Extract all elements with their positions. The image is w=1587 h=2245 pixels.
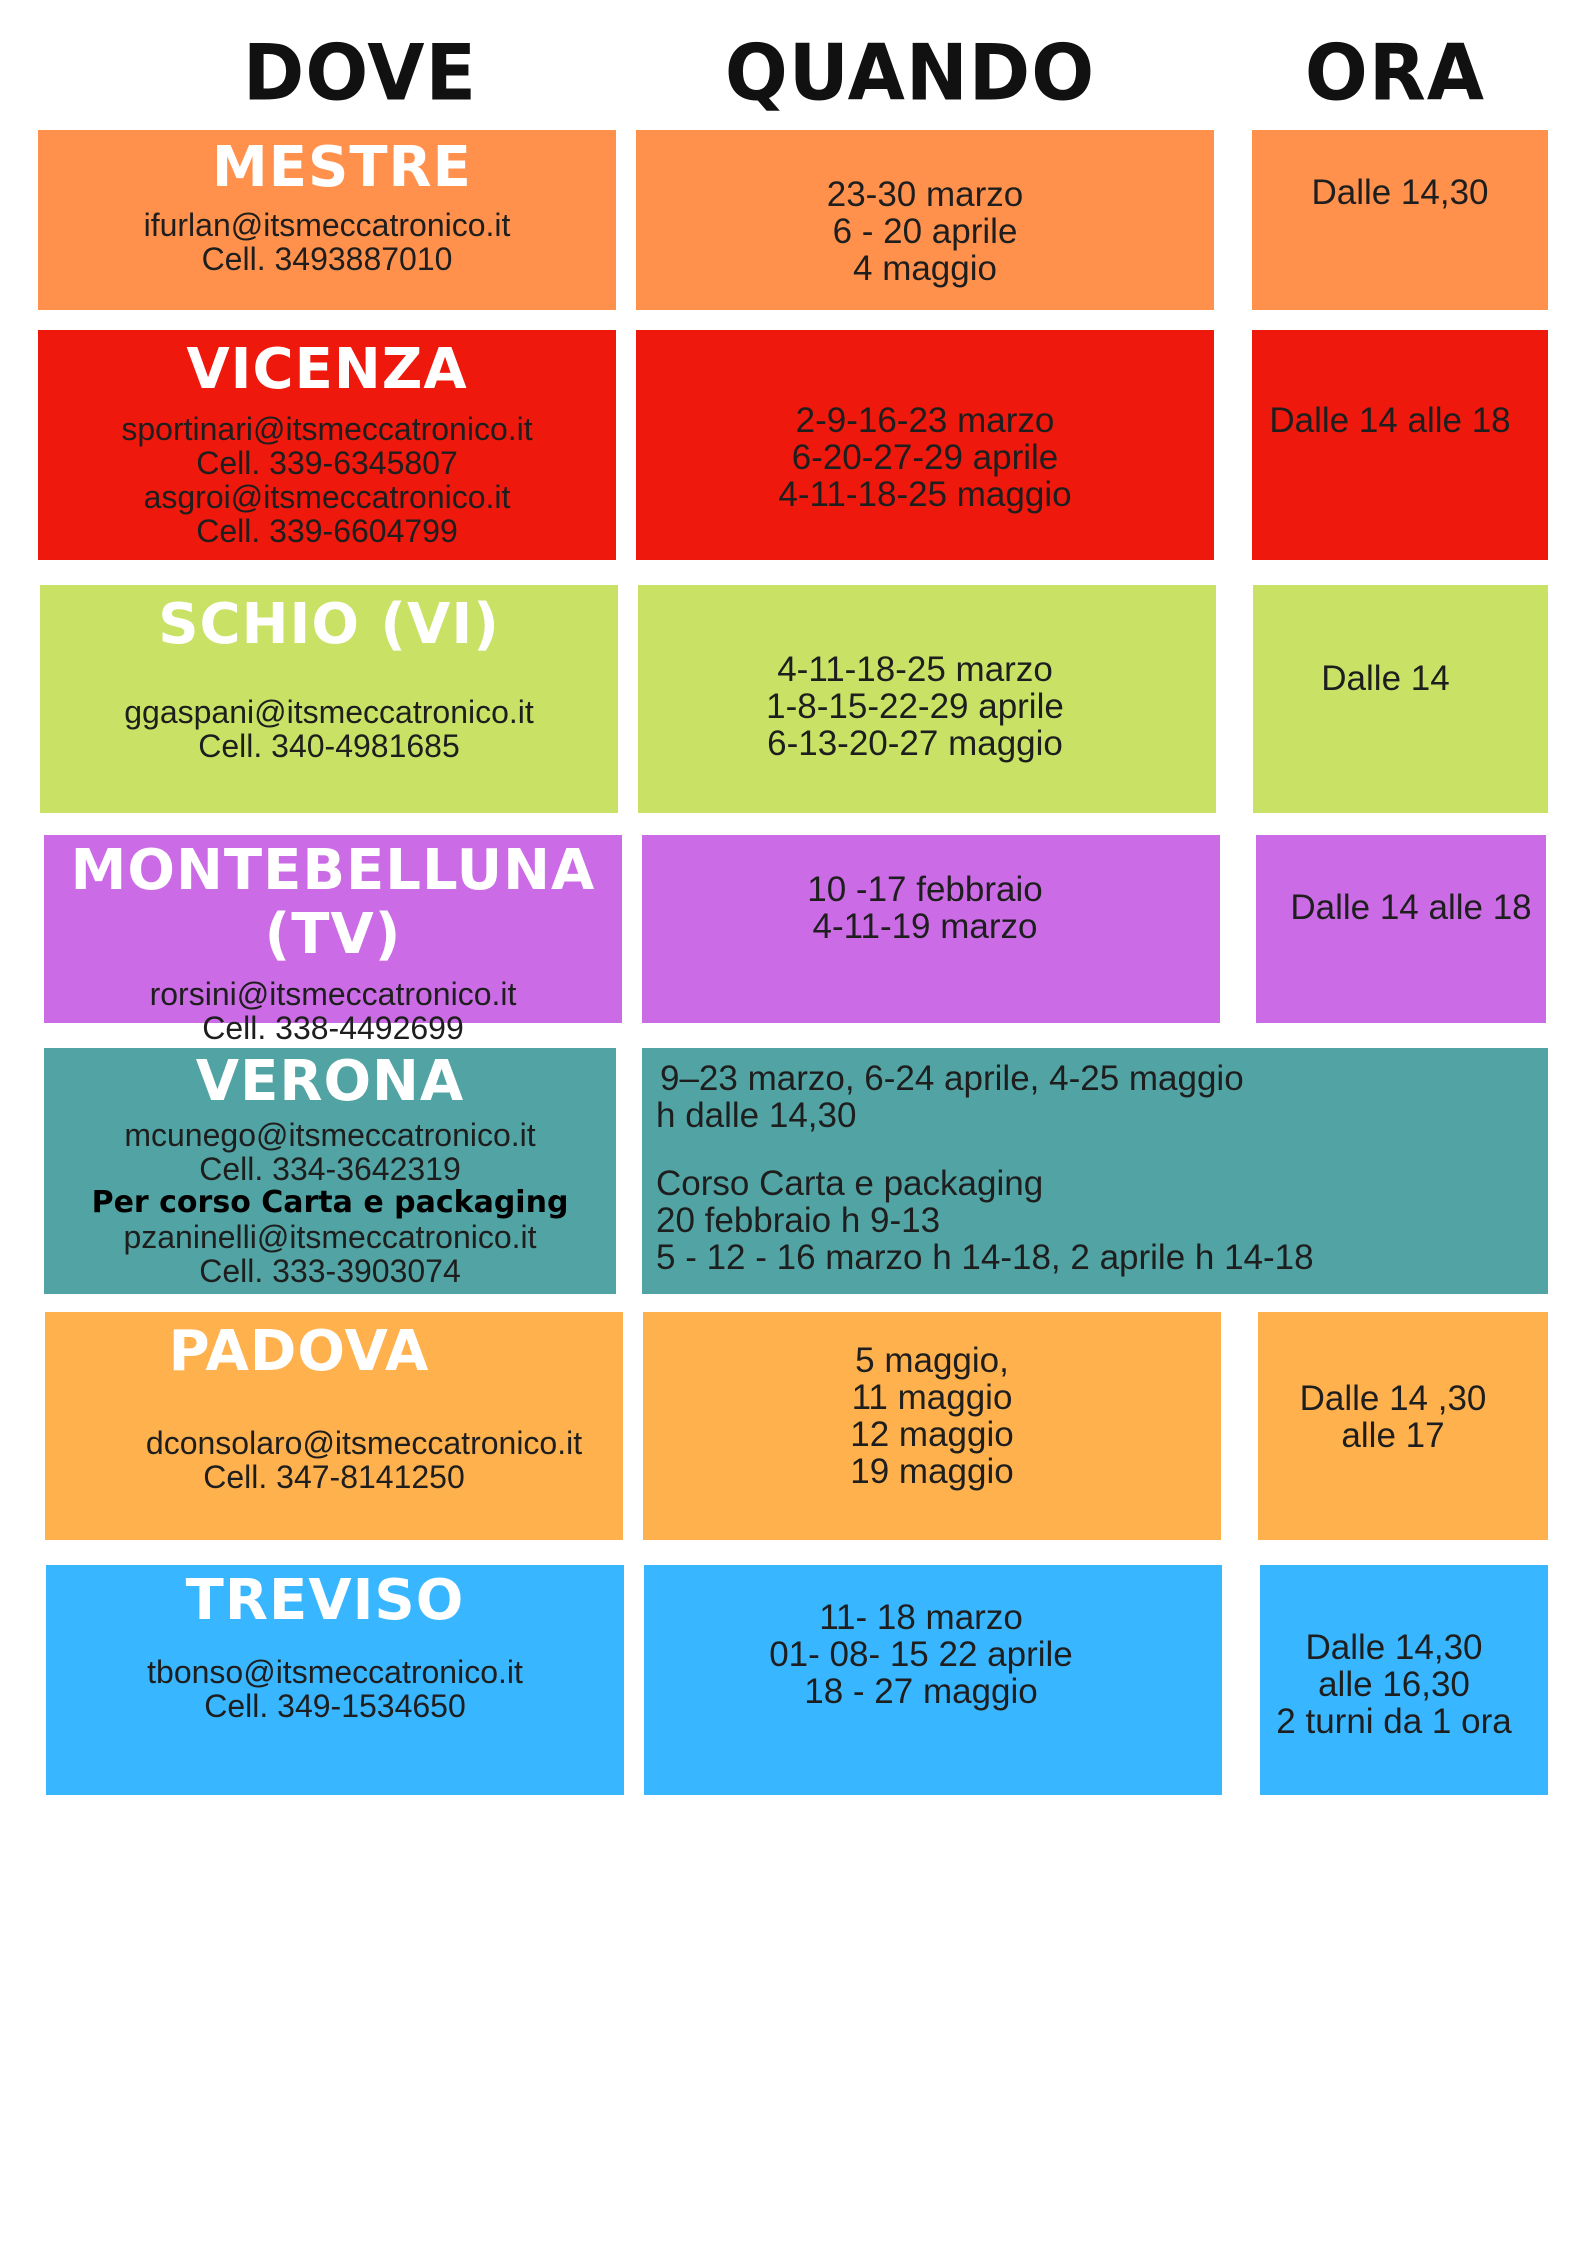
date-line: 4 maggio (853, 249, 997, 288)
location-cell-treviso (46, 1565, 624, 1795)
date-line: 4-11-19 marzo (812, 907, 1038, 946)
time-line: alle 16,30 (1318, 1665, 1470, 1704)
time-cell-treviso (1260, 1565, 1548, 1795)
header-ora: ORA (1304, 27, 1486, 119)
time-cell-montebelluna (1256, 835, 1546, 1023)
dates-cell-vicenza (636, 330, 1214, 560)
email: dconsolaro@itsmeccatronico.it (145, 1425, 583, 1461)
email: pzaninelli@itsmeccatronico.it (123, 1219, 537, 1255)
date-line: 23-30 marzo (826, 175, 1024, 214)
date-line: 5 - 12 - 16 marzo h 14-18, 2 aprile h 14-18 (656, 1238, 1314, 1277)
date-line: 4-11-18-25 marzo (777, 650, 1053, 689)
city-name: SCHIO (VI) (158, 592, 500, 657)
dates-cell-verona (642, 1048, 1548, 1294)
date-line: 1-8-15-22-29 aprile (766, 687, 1064, 726)
dates-cell-mestre (636, 130, 1214, 310)
date-line: 19 maggio (850, 1452, 1014, 1491)
email: sportinari@itsmeccatronico.it (121, 411, 533, 447)
date-line: 4-11-18-25 maggio (778, 475, 1072, 514)
time-line: Dalle 14 ,30 (1299, 1379, 1487, 1418)
date-line: 11 maggio (851, 1378, 1013, 1417)
dates-cell-schio (638, 585, 1216, 813)
city-name: VERONA (195, 1049, 465, 1114)
time-cell-mestre (1252, 130, 1548, 310)
city-name: PADOVA (168, 1319, 430, 1384)
dates-cell-montebelluna (642, 835, 1220, 1023)
phone: Cell. 3493887010 (201, 241, 453, 277)
time-line: Dalle 14,30 (1305, 1628, 1483, 1667)
date-line: Corso Carta e packaging (656, 1164, 1044, 1203)
location-cell-padova (45, 1312, 623, 1540)
date-line: 5 maggio, (855, 1341, 1009, 1380)
phone: Cell. 333-3903074 (199, 1253, 461, 1289)
phone: Cell. 349-1534650 (204, 1688, 466, 1724)
date-line: 12 maggio (850, 1415, 1014, 1454)
time-cell-padova (1258, 1312, 1548, 1540)
date-line: 6-13-20-27 maggio (767, 724, 1063, 763)
phone: Cell. 339-6345807 (196, 445, 458, 481)
date-line-spacer (656, 1134, 1548, 1165)
date-line: 6-20-27-29 aprile (791, 438, 1059, 477)
time-line: 2 turni da 1 ora (1276, 1702, 1512, 1741)
date-line: 10 -17 febbraio (807, 870, 1043, 909)
location-cell-schio (40, 585, 618, 813)
header-quando: QUANDO (724, 27, 1096, 119)
time-cell-schio (1253, 585, 1548, 813)
date-line: 01- 08- 15 22 aprile (769, 1635, 1073, 1674)
email: ggaspani@itsmeccatronico.it (124, 694, 534, 730)
time-line: Dalle 14 (1321, 659, 1450, 698)
email: rorsini@itsmeccatronico.it (149, 976, 517, 1012)
time-line: alle 17 (1341, 1416, 1445, 1455)
phone: Cell. 347-8141250 (203, 1459, 465, 1495)
email: mcunego@itsmeccatronico.it (124, 1117, 536, 1153)
date-line: 9–23 marzo, 6-24 aprile, 4-25 maggio (660, 1059, 1244, 1098)
email: tbonso@itsmeccatronico.it (147, 1654, 523, 1690)
phone: Cell. 338-4492699 (202, 1010, 464, 1046)
date-line: 6 - 20 aprile (832, 212, 1018, 251)
city-name: TREVISO (185, 1568, 465, 1633)
date-line: 11- 18 marzo (819, 1598, 1023, 1637)
date-line: h dalle 14,30 (656, 1096, 857, 1135)
time-line: Dalle 14 alle 18 (1290, 888, 1532, 927)
city-name: MESTRE (212, 135, 472, 200)
email: asgroi@itsmeccatronico.it (143, 479, 511, 515)
location-cell-verona (44, 1048, 616, 1294)
location-cell-vicenza (38, 330, 616, 560)
time-line: Dalle 14,30 (1311, 173, 1489, 212)
location-cell-montebelluna (44, 835, 622, 1046)
phone: Cell. 334-3642319 (199, 1151, 461, 1187)
city-name: VICENZA (186, 337, 468, 402)
course-note: Per corso Carta e packaging (91, 1185, 569, 1220)
phone: Cell. 340-4981685 (198, 728, 460, 764)
phone: Cell. 339-6604799 (196, 513, 458, 549)
date-line: 20 febbraio h 9-13 (656, 1201, 941, 1240)
dates-cell-treviso (644, 1565, 1222, 1795)
location-cell-mestre (38, 130, 616, 310)
dates-cell-padova (643, 1312, 1221, 1540)
date-line: 18 - 27 maggio (804, 1672, 1038, 1711)
time-line: Dalle 14 alle 18 (1269, 401, 1511, 440)
date-line: 2-9-16-23 marzo (795, 401, 1055, 440)
time-cell-vicenza (1252, 330, 1548, 560)
email: ifurlan@itsmeccatronico.it (143, 207, 511, 243)
city-name: MONTEBELLUNA (TV) (70, 838, 596, 967)
header-dove: DOVE (242, 27, 478, 119)
